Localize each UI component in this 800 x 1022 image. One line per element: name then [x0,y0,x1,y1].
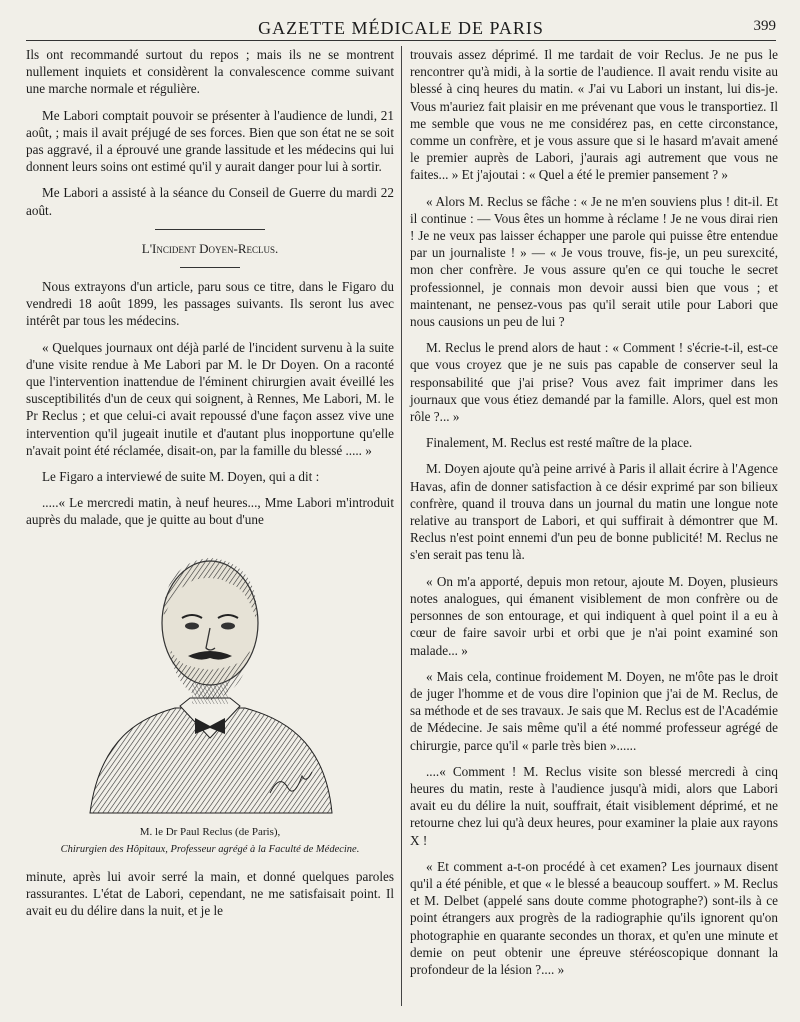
paragraph: Me Labori comptait pouvoir se présenter à l'audience de lundi, 21 août, ; mais il avait préjugé de ses forces. Bien que son état ne se soit pas aggravé, il a éprouvé une grande lassitude et les médecins qui lui donnent leurs soins ont estimé qu'il y aurait danger pour lui à sortir. [26,107,394,175]
separator-rule [155,229,265,230]
paragraph: « Alors M. Reclus se fâche : « Je ne m'en souviens plus ! dit-il. Et il continue : — Vous êtes un homme à réclame ! Je ne vous dirai rien ! Je ne veux pas laisser échapper une parole qui puisse être entendue par un journaliste ! » — « Je vous trouve, fis-je, un peu surexcité, mon cher confrère. Je vous assure qu'en ce qui touche le secret professionnel, je connais mon devoir aussi bien que vous ; et maintenant, ne pensez-vous pas qu'il serait utile pour Labori que nous causions un peu de lui ? [410,193,778,330]
paragraph: « Et comment a-t-on procédé à cet examen? Les journaux disent qu'il a été pénible, et que « le blessé a beaucoup souffert. » M. Reclus et M. Delbet (appelé sans doute comme photographe?) sont-ils à ce point étrangers aux progrès de la radiographie qu'ils ignorent qu'on photographie en quarante secondes un thorax, et qu'en une minute et demie on peut obtenir une épreuve stéréoscopique donnant la profondeur de la lésion ?.... » [410,858,778,977]
page-header [26,14,776,41]
paragraph: M. Doyen ajoute qu'à peine arrivé à Paris il allait écrire à l'Agence Havas, afin de donner satisfaction à ce désir exprimé par son bilieux confrère, quand il trouva dans un journal du matin une longue note relative au transport de Labori, et qui suffirait à démontrer que M. Reclus n'est point ennemi d'un peu de bonne publicité! M. Reclus ne s'en serait pas tenu là. [410,461,778,563]
paragraph: « On m'a apporté, depuis mon retour, ajoute M. Doyen, plusieurs notes analogues, qui émanent visiblement de mon confrère ou de personnes de son entourage, et qui indiquent à quel point il a eu à cœur de faire savoir urbi et orbi que je n'ai point examiné son malade... » [410,573,778,658]
column-divider [401,46,402,1006]
paragraph: ....« Comment ! M. Reclus visite son blessé mercredi à cinq heures du matin, reste à l'audience jusqu'à midi, alors que Labori avait eu du délire la nuit, souffrait, était visiblement déprimé, et ne retourne chez lui qu'à deux heures, pour examiner la plaie aux rayons X ! [410,763,778,848]
separator-rule [180,267,240,268]
journal-title: GAZETTE MÉDICALE DE PARIS [258,18,544,38]
paragraph: Le Figaro a interviewé de suite M. Doyen, qui a dit : [42,469,320,485]
paragraph: Finalement, M. Reclus est resté maître de la place. [426,435,693,451]
paragraph: Me Labori a assisté à la séance du Conseil de Guerre du mardi 22 août. [26,185,394,218]
paragraph: .....« Le mercredi matin, à neuf heures..., Mme Labori m'introduit auprès du malade, que je quitte au bout d'une [26,495,394,528]
paragraph: M. Reclus le prend alors de haut : « Comment ! s'écrie-t-il, est-ce que vous croyez que je ne suis pas capable de conserver seul la responsabilité que j'ai prise? Vous avez fait imprimer dans les journaux que vous étiez demandé par la famille. Alors, quel est mon rôle ?... » [410,340,778,425]
paragraph: minute, après lui avoir serré la main, et donné quelques paroles rassurantes. L'état de Labori, cependant, ne me satisfaisait point. Il avait eu du délire dans la nuit, et je le [26,869,394,919]
paragraph: « Mais cela, continue froidement M. Doyen, ne m'ôte pas le droit de juger l'homme et de vous dire l'opinion que j'ai de M. Reclus, de sa méthode et de ses travaux. Je sais que M. Reclus est de l'Académie de Médecine. Je sais même qu'il a été nommé professeur agrégé de chirurgie, parce qu'il « parle très bien »...... [410,668,778,753]
left-column [26,46,394,929]
portrait-caption-name: M. le Dr Paul Reclus (de Paris), [139,825,281,838]
portrait-figure [26,538,394,818]
portrait-caption-title: Chirurgien des Hôpitaux, Professeur agrégé à la Faculté de Médecine. [60,843,360,855]
portrait-engraving [80,538,340,818]
paragraph: Ils ont recommandé surtout du repos ; mais ils ne se montrent nullement inquiets et considèrent la convalescence comme suivant une marche normale et régulière. [26,47,394,97]
paragraph: trouvais assez déprimé. Il me tardait de voir Reclus. Je ne pus le rencontrer qu'à midi, à la sortie de l'audience. Il avait rendu visite au blessé à cinq heures du matin. « J'ai vu Labori un instant, lui dis-je. Vous m'auriez fait plaisir en me prévenant que vous le transportiez. Il me semble que vous ne me considérez pas, en cette circonstance, comme un confrère, et je vous assure que si le hasard m'avait amené le premier auprès de Labori, j'aurais agi autrement que vous ne faites... » Et j'ajoutai : « Quel a été le premier pansement ? » [410,47,778,183]
paragraph: « Quelques journaux ont déjà parlé de l'incident survenu à la suite d'une visite rendue à Me Labori par M. le Dr Doyen. On a raconté que l'intervention inattendue de l'éminent chirurgien avait éveillé les susceptibilités d'un de ceux qui soignent, à Rennes, Me Labori, M. le Pr Reclus ; et que celui-ci avait repoussé d'une façon assez vive une intervention qu'il jugeait inutile et d'autant plus inopportune qu'elle n'avait point été réclamée, disait-on, par la famille du blessé ..... » [26,339,394,458]
page-number: 399 [753,18,776,34]
paragraph: Nous extrayons d'un article, paru sous ce titre, dans le Figaro du vendredi 18 août 1899, les passages suivants. Ils seront lus avec intérêt par tous les médecins. [26,279,394,329]
section-heading: L'Incident Doyen-Reclus. [141,240,279,256]
right-column [410,46,778,987]
